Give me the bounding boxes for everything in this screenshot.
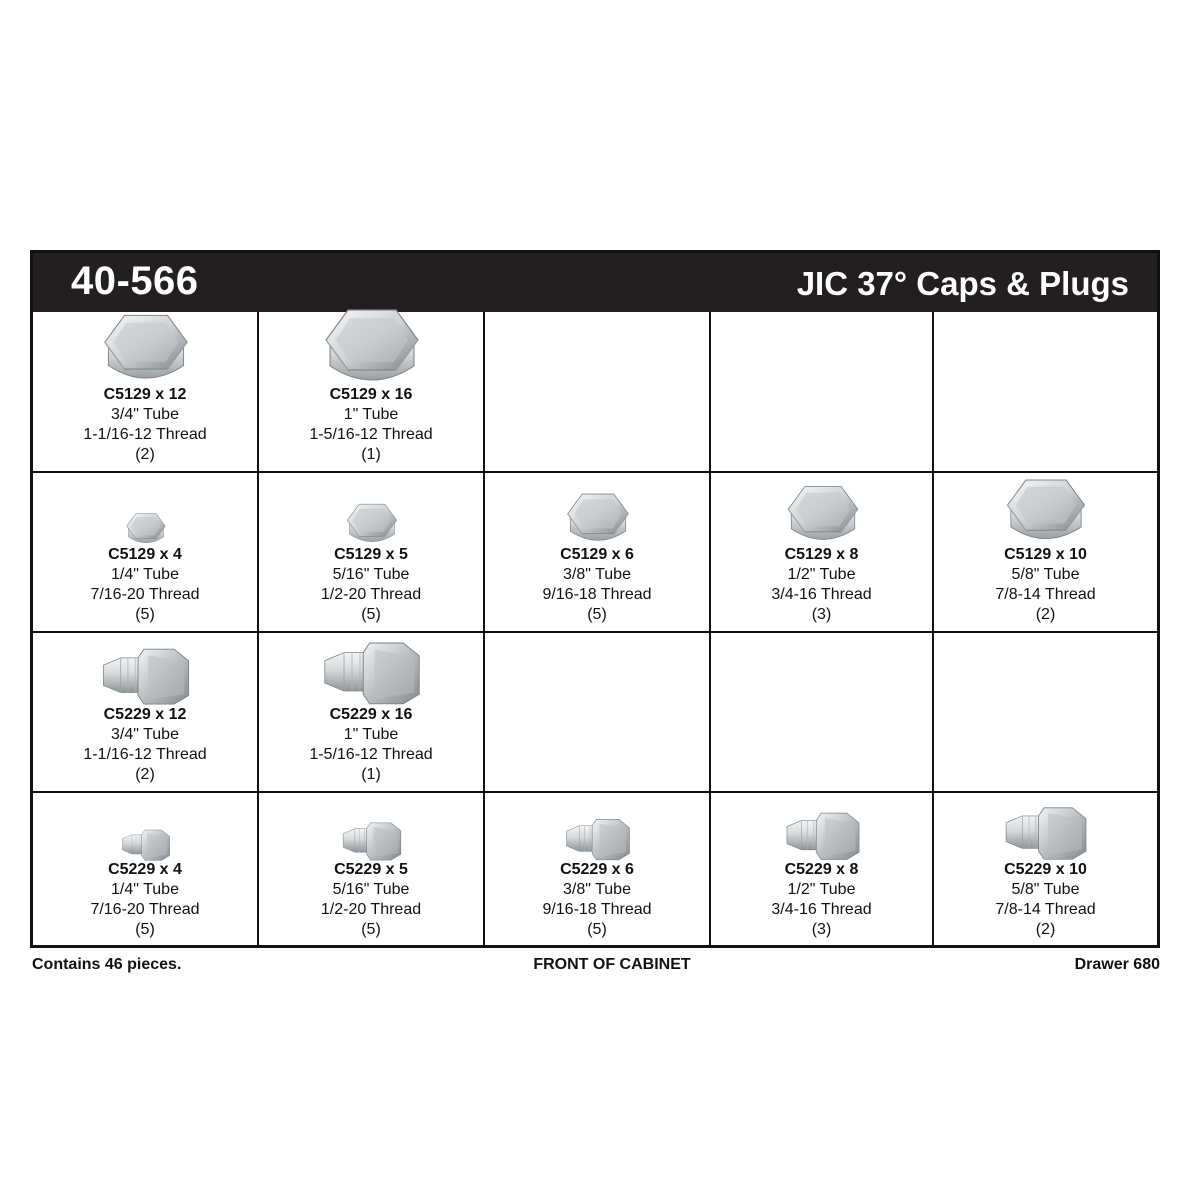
hex-cap-image <box>345 501 399 547</box>
hex-plug-image <box>563 814 633 862</box>
drawer-number: Drawer 680 <box>1074 956 1160 973</box>
thread-size: 1-1/16-12 Thread <box>83 426 207 443</box>
tube-size: 1/4" Tube <box>111 881 179 898</box>
thread-size: 3/4-16 Thread <box>771 901 872 918</box>
tube-size: 5/8" Tube <box>1011 881 1080 898</box>
hex-cap-drawing <box>125 511 167 547</box>
part-cell <box>711 473 934 633</box>
part-cell <box>33 793 259 948</box>
part-label <box>934 860 1157 940</box>
quantity: (5) <box>135 606 155 623</box>
kit-title: JIC 37° Caps & Plugs <box>796 265 1129 302</box>
part-number: C5129 x 10 <box>1004 546 1087 563</box>
thread-size: 1-5/16-12 Thread <box>309 426 433 443</box>
part-number: C5229 x 16 <box>329 706 413 723</box>
part-label <box>485 545 709 625</box>
tube-size: 1" Tube <box>343 406 399 423</box>
tube-size: 1/2" Tube <box>787 566 856 583</box>
plug-drawing <box>783 807 863 862</box>
part-label <box>485 860 709 940</box>
quantity: (5) <box>587 606 607 623</box>
part-number: C5129 x 16 <box>329 386 413 403</box>
empty-cell <box>934 312 1157 473</box>
part-number: C5129 x 6 <box>560 546 634 563</box>
quantity: (5) <box>135 921 155 938</box>
hex-cap-drawing <box>101 310 191 387</box>
part-number: C5129 x 4 <box>108 546 182 563</box>
part-cell <box>485 473 711 633</box>
thread-size: 9/16-18 Thread <box>542 586 652 603</box>
cabinet-orientation: FRONT OF CABINET <box>533 956 691 973</box>
part-label <box>259 705 483 785</box>
plug-drawing <box>120 826 172 862</box>
kit-number: 40-566 <box>71 259 199 303</box>
hex-cap-drawing <box>345 501 399 547</box>
hex-cap-drawing <box>785 482 861 547</box>
thread-size: 7/8-14 Thread <box>995 586 1096 603</box>
hex-cap-image <box>565 490 631 547</box>
part-number: C5229 x 12 <box>103 706 187 723</box>
thread-size: 1/2-20 Thread <box>320 901 422 918</box>
hex-cap-drawing <box>322 304 422 390</box>
part-label <box>934 545 1157 625</box>
hex-cap-drawing <box>1004 475 1088 547</box>
part-number: C5129 x 5 <box>334 546 408 563</box>
part-number: C5229 x 4 <box>108 861 182 878</box>
part-label <box>259 545 483 625</box>
part-number: C5129 x 8 <box>784 546 859 563</box>
part-cell <box>33 633 259 793</box>
quantity: (3) <box>811 921 832 938</box>
thread-size: 1/2-20 Thread <box>320 586 422 603</box>
part-label <box>33 385 257 465</box>
quantity: (5) <box>361 921 381 938</box>
quantity: (1) <box>361 766 381 783</box>
hex-cap-image <box>125 511 167 547</box>
part-label <box>259 860 483 940</box>
tube-size: 5/8" Tube <box>1011 566 1080 583</box>
piece-count: Contains 46 pieces. <box>32 956 182 973</box>
hex-plug-image <box>99 642 193 707</box>
quantity: (1) <box>361 446 381 463</box>
hex-cap-image <box>101 310 191 387</box>
parts-grid <box>33 312 1157 948</box>
thread-size: 7/16-20 Thread <box>90 901 200 918</box>
part-label <box>711 545 932 625</box>
part-label <box>711 860 932 940</box>
part-label <box>259 385 483 465</box>
part-label <box>33 860 257 940</box>
part-label <box>33 545 257 625</box>
quantity: (5) <box>587 921 607 938</box>
empty-cell <box>934 633 1157 793</box>
part-number: C5229 x 10 <box>1004 861 1087 878</box>
part-number: C5229 x 6 <box>560 861 634 878</box>
part-cell <box>33 312 259 473</box>
hex-plug-image <box>120 826 172 862</box>
parts-card <box>30 250 1160 948</box>
quantity: (2) <box>1035 921 1056 938</box>
part-cell <box>33 473 259 633</box>
quantity: (5) <box>361 606 381 623</box>
tube-size: 3/4" Tube <box>111 406 179 423</box>
plug-drawing <box>1002 801 1090 862</box>
plug-drawing <box>320 635 424 707</box>
thread-size: 1-5/16-12 Thread <box>309 746 433 763</box>
part-number: C5229 x 8 <box>784 861 859 878</box>
thread-size: 1-1/16-12 Thread <box>83 746 207 763</box>
tube-size: 5/16" Tube <box>332 881 410 898</box>
part-cell <box>259 312 485 473</box>
tube-size: 3/4" Tube <box>111 726 179 743</box>
part-number: C5129 x 12 <box>103 386 187 403</box>
plug-drawing <box>563 814 633 862</box>
hex-cap-image <box>1004 475 1088 547</box>
thread-size: 7/16-20 Thread <box>90 586 200 603</box>
part-cell <box>259 633 485 793</box>
hex-cap-image <box>785 482 861 547</box>
quantity: (2) <box>1035 606 1056 623</box>
thread-size: 3/4-16 Thread <box>771 586 872 603</box>
hex-plug-image <box>783 807 863 862</box>
quantity: (3) <box>811 606 832 623</box>
part-label <box>33 705 257 785</box>
empty-cell <box>711 633 934 793</box>
quantity: (2) <box>135 766 155 783</box>
tube-size: 1/2" Tube <box>787 881 856 898</box>
tube-size: 3/8" Tube <box>563 566 631 583</box>
tube-size: 5/16" Tube <box>332 566 410 583</box>
empty-cell <box>711 312 934 473</box>
part-cell <box>934 793 1157 948</box>
plug-drawing <box>340 818 404 862</box>
part-cell <box>259 473 485 633</box>
quantity: (2) <box>135 446 155 463</box>
thread-size: 9/16-18 Thread <box>542 901 652 918</box>
plug-drawing <box>99 642 193 707</box>
empty-cell <box>485 312 711 473</box>
header-bar <box>33 253 1157 312</box>
part-cell <box>485 793 711 948</box>
tube-size: 1" Tube <box>343 726 399 743</box>
hex-plug-image <box>340 818 404 862</box>
part-number: C5229 x 5 <box>334 861 408 878</box>
empty-cell <box>485 633 711 793</box>
thread-size: 7/8-14 Thread <box>995 901 1096 918</box>
hex-cap-drawing <box>565 490 631 547</box>
part-cell <box>259 793 485 948</box>
hex-plug-image <box>1002 801 1090 862</box>
part-cell <box>934 473 1157 633</box>
hex-cap-image <box>322 304 422 390</box>
hex-plug-image <box>320 635 424 707</box>
tube-size: 1/4" Tube <box>111 566 179 583</box>
tube-size: 3/8" Tube <box>563 881 631 898</box>
part-cell <box>711 793 934 948</box>
